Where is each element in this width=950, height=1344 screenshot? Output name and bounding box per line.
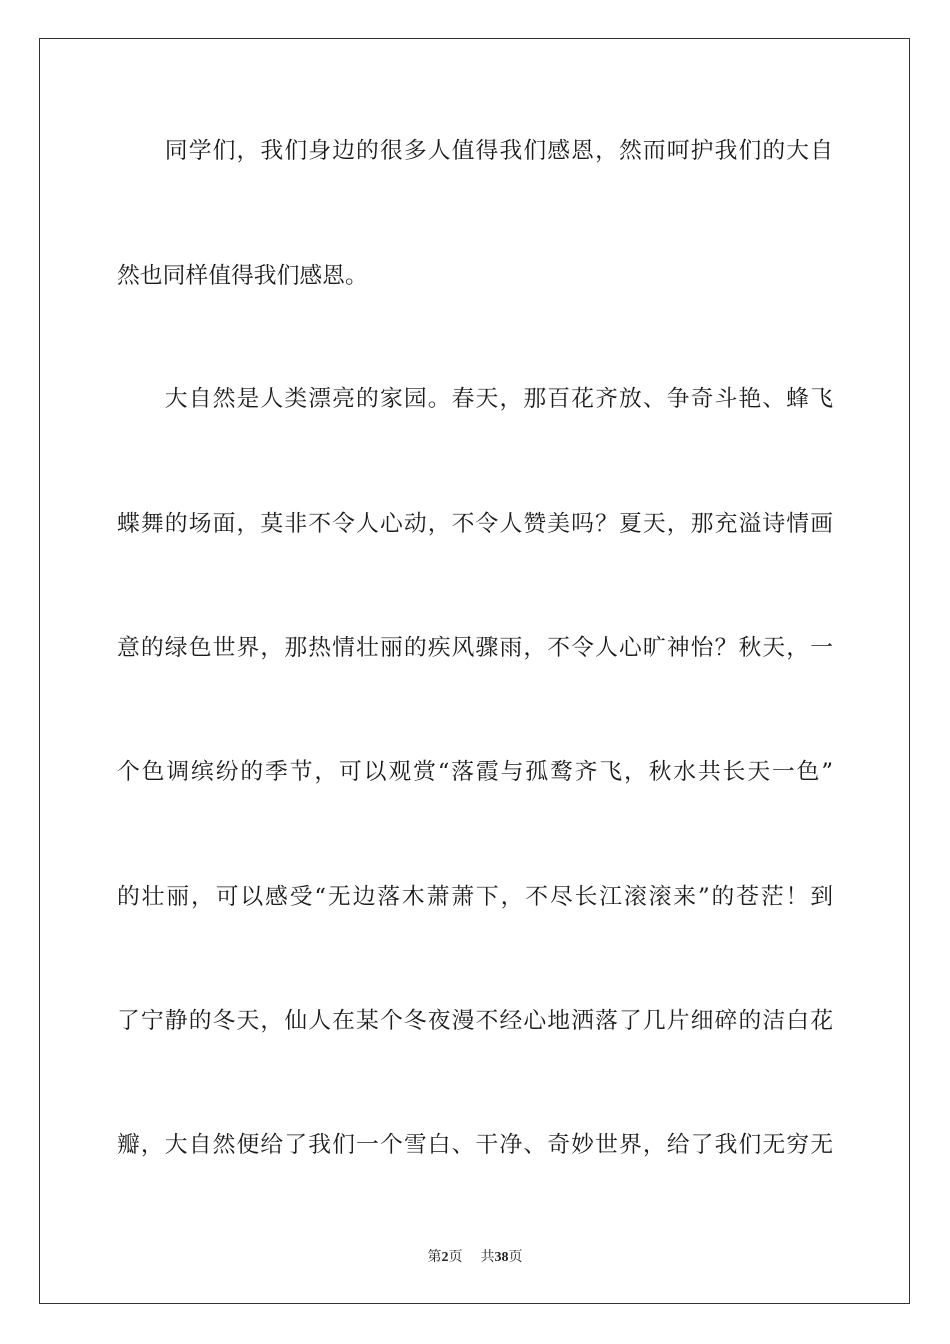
paragraph-2-line-6: 了宁静的冬天，仙人在某个冬夜漫不经心地洒落了几片细碎的洁白花 xyxy=(117,1008,833,1034)
paragraph-2-line-7: 瓣，大自然便给了我们一个雪白、干净、奇妙世界，给了我们无穷无 xyxy=(117,1132,833,1158)
paragraph-1-line-1: 同学们，我们身边的很多人值得我们感恩，然而呵护我们的大自 xyxy=(117,138,833,164)
total-prefix: 共 xyxy=(480,1250,495,1265)
total-suffix: 页 xyxy=(508,1250,523,1265)
paragraph-2-line-5: 的壮丽，可以感受“无边落木萧萧下，不尽长江滚滚来”的苍茫！到 xyxy=(117,884,833,910)
page-suffix: 页 xyxy=(448,1250,463,1265)
total-pages: 38 xyxy=(494,1250,509,1265)
page-footer xyxy=(0,1246,950,1266)
paragraph-2-line-2: 蝶舞的场面，莫非不令人心动，不令人赞美吗？夏天，那充溢诗情画 xyxy=(117,511,833,537)
page-border xyxy=(39,38,910,1304)
paragraph-2-line-1: 大自然是人类漂亮的家园。春天，那百花齐放、争奇斗艳、蜂飞 xyxy=(117,386,833,412)
page-number: 2 xyxy=(441,1250,449,1265)
paragraph-2-line-4: 个色调缤纷的季节，可以观赏“落霞与孤鹜齐飞，秋水共长天一色” xyxy=(117,759,833,785)
paragraph-2-line-3: 意的绿色世界，那热情壮丽的疾风骤雨，不令人心旷神怡？秋天，一 xyxy=(117,635,833,661)
paragraph-1-line-2: 然也同样值得我们感恩。 xyxy=(117,263,368,289)
page-prefix: 第 xyxy=(427,1250,442,1265)
